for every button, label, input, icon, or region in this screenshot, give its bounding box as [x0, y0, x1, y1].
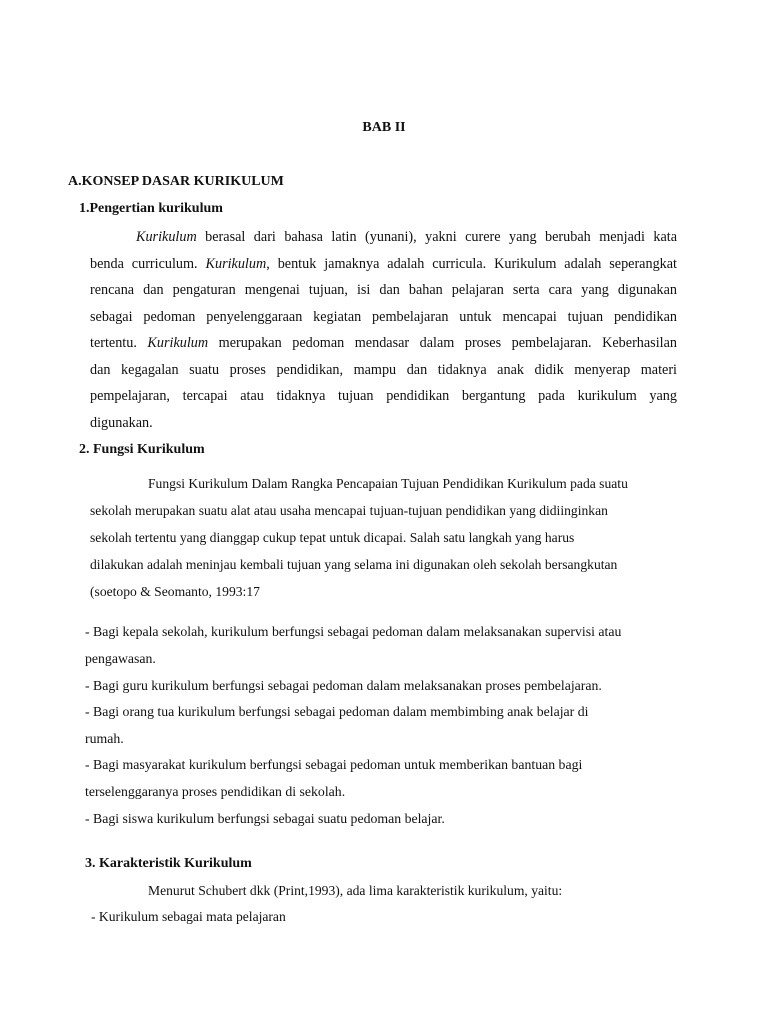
paragraph-line: Fungsi Kurikulum Dalam Rangka Pencapaian Tujuan Pendidikan Kurikulum pada suatu — [148, 476, 628, 491]
list-item: - Bagi siswa kurikulum berfungsi sebagai suatu pedoman belajar. — [85, 811, 445, 826]
subsection-2-heading: 2. Fungsi Kurikulum — [79, 442, 205, 457]
list-item: - Kurikulum sebagai mata pelajaran — [91, 909, 286, 924]
paragraph-line: rencana dan pengaturan mengenai tujuan, isi dan bahan pelajaran serta cara yang digunakan — [90, 282, 677, 298]
karakteristik-intro: Menurut Schubert dkk (Print,1993), ada lima karakteristik kurikulum, yaitu: — [148, 883, 563, 898]
list-item: pengawasan. — [85, 651, 156, 666]
list-item: - Bagi orang tua kurikulum berfungsi sebagai pedoman dalam membimbing anak belajar di — [85, 704, 589, 719]
chapter-title: BAB II — [362, 120, 406, 135]
paragraph-line: digunakan. — [90, 415, 153, 431]
list-item: terselenggaranya proses pendidikan di sekolah. — [85, 784, 346, 799]
paragraph-line: (soetopo & Seomanto, 1993:17 — [90, 584, 260, 599]
subsection-1-heading: 1.Pengertian kurikulum — [79, 201, 223, 216]
list-item: - Bagi guru kurikulum berfungsi sebagai pedoman dalam melaksanakan proses pembelajaran. — [85, 678, 602, 693]
paragraph-line: sebagai pedoman penyelenggaraan kegiatan pembelajaran untuk mencapai tujuan pendidikan — [90, 309, 677, 325]
term-kurikulum: Kurikulum — [205, 256, 267, 272]
subsection-3-heading: 3. Karakteristik Kurikulum — [85, 856, 252, 871]
list-item: - Bagi masyarakat kurikulum berfungsi sebagai pedoman untuk memberikan bantuan bagi — [85, 757, 583, 772]
term-kurikulum: Kurikulum — [136, 229, 197, 245]
paragraph-line: sekolah tertentu yang dianggap cukup tepat untuk dicapai. Salah satu langkah yang harus — [90, 530, 575, 545]
paragraph-line: Kurikulum berasal dari bahasa latin (yunani), yakni curere yang berubah menjadi kata — [136, 229, 677, 245]
paragraph-line: sekolah merupakan suatu alat atau usaha mencapai tujuan-tujuan pendidikan yang didiinginkan — [90, 503, 608, 518]
paragraph-line: pempelajaran, tercapai atau tidaknya tujuan pendidikan bergantung pada kurikulum yang — [90, 388, 677, 404]
paragraph-line: dilakukan adalah meninjau kembali tujuan yang selama ini digunakan oleh sekolah bersangkutan — [90, 557, 618, 572]
paragraph-line: benda curriculum. Kurikulum, bentuk jamaknya adalah curricula. Kurikulum adalah seperangkat — [90, 256, 677, 272]
paragraph-line: dan kegagalan suatu proses pendidikan, mampu dan tidaknya anak didik menyerap materi — [90, 362, 677, 378]
list-item: - Bagi kepala sekolah, kurikulum berfungsi sebagai pedoman dalam melaksanakan supervisi atau — [85, 624, 622, 639]
term-kurikulum: Kurikulum — [147, 335, 209, 351]
section-a-heading: A.KONSEP DASAR KURIKULUM — [68, 174, 284, 189]
paragraph-line: tertentu. Kurikulum merupakan pedoman mendasar dalam proses pembelajaran. Keberhasilan — [90, 335, 677, 351]
list-item: rumah. — [85, 731, 124, 746]
